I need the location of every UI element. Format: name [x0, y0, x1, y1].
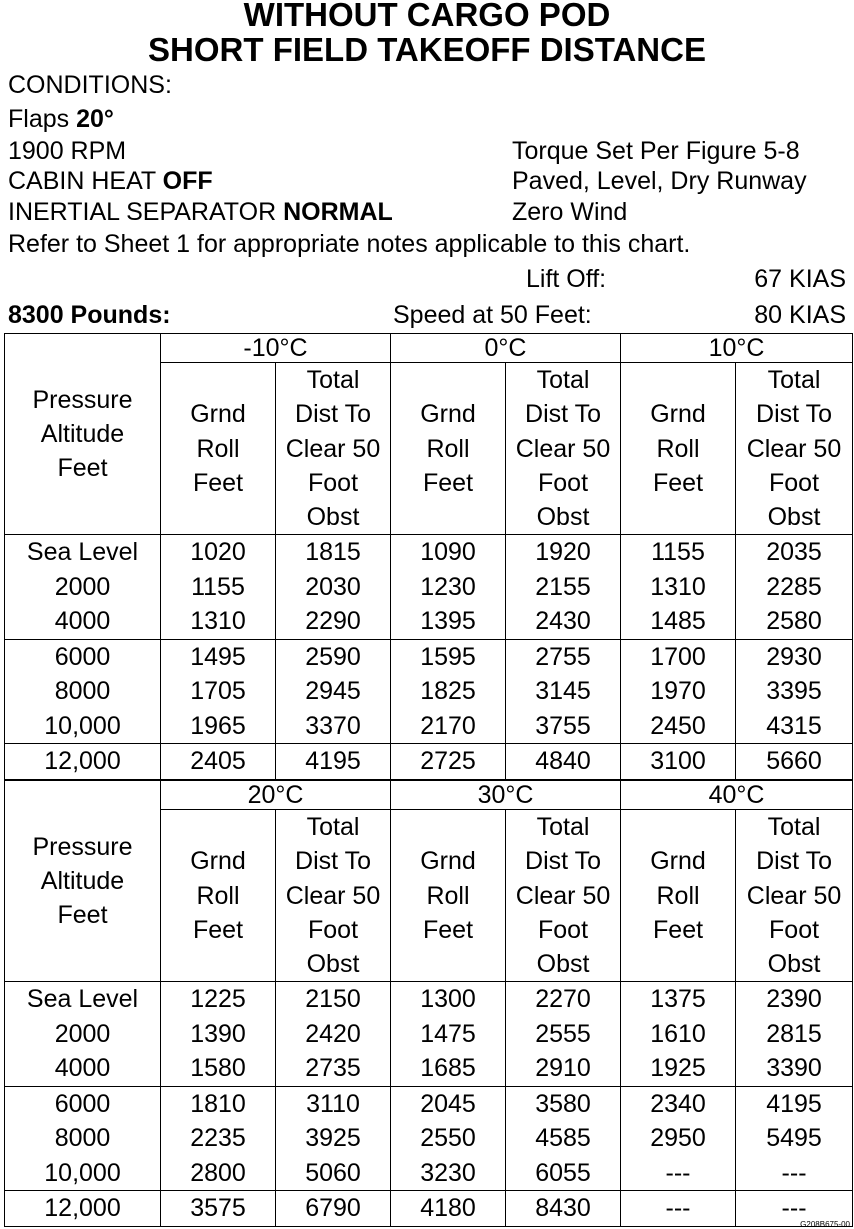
pressure-altitude-header	[5, 781, 161, 982]
distance-value: 4315	[766, 711, 822, 740]
header-text: Obst	[767, 950, 821, 979]
ground-roll-cell	[161, 982, 276, 1087]
distance-value: 3395	[766, 677, 822, 706]
total-distance-cell	[506, 1086, 621, 1191]
distance-value: 2270	[535, 985, 591, 1014]
total-distance-cell	[506, 1191, 621, 1227]
distance-value: 1970	[650, 677, 706, 706]
total-distance-cell	[736, 1086, 853, 1191]
header-text: Feet	[653, 915, 704, 944]
distance-value: 3370	[305, 711, 361, 740]
distance-value: 2405	[190, 747, 246, 776]
temperature-header: 20°C	[161, 781, 391, 810]
distance-value: 1310	[190, 607, 246, 636]
header-text: Total	[536, 813, 590, 841]
distance-value: 1810	[190, 1089, 246, 1118]
total-distance-cell	[506, 639, 621, 744]
header-text: Foot	[307, 468, 359, 497]
distance-value: 1685	[420, 1054, 476, 1083]
total-distance-header	[506, 363, 621, 535]
header-text: Foot	[537, 468, 589, 497]
total-distance-cell	[736, 639, 853, 744]
header-text: Total	[767, 366, 821, 394]
temperature-header: 30°C	[391, 781, 621, 810]
distance-value: 2170	[420, 711, 476, 740]
header-text: Foot	[769, 915, 820, 944]
header-text: Dist To	[295, 400, 371, 429]
header-text: Feet	[422, 468, 474, 497]
distance-value: ---	[781, 1158, 807, 1187]
ground-roll-header	[161, 810, 276, 982]
separator-label: INERTIAL SEPARATOR	[8, 198, 284, 226]
ground-roll-header	[621, 363, 736, 535]
distance-value: 1395	[420, 607, 476, 636]
distance-value: 1310	[650, 572, 706, 601]
header-text: Roll	[426, 434, 470, 463]
cabin-heat-condition	[8, 166, 213, 196]
header-text: Total	[767, 813, 821, 841]
distance-value: 1155	[651, 538, 705, 567]
distance-value: 5060	[305, 1158, 361, 1187]
header-text: Obst	[306, 950, 360, 979]
distance-value: 1020	[190, 538, 246, 567]
distance-value: 2735	[305, 1054, 361, 1083]
ground-roll-cell	[161, 639, 276, 744]
header-text: Clear 50	[515, 881, 611, 910]
distance-value: 2420	[305, 1019, 361, 1048]
distance-value: 8430	[535, 1194, 591, 1223]
distance-value: 2285	[766, 572, 822, 601]
distance-value: 1390	[190, 1019, 246, 1048]
ground-roll-cell	[161, 1191, 276, 1227]
header-text: Clear 50	[746, 434, 842, 463]
distance-value: 1610	[650, 1019, 706, 1048]
header-text: Obst	[536, 503, 590, 532]
distance-value: 3580	[535, 1089, 591, 1118]
distance-value: 3755	[535, 711, 591, 740]
distance-value: ---	[665, 1194, 691, 1223]
distance-value: 1700	[650, 642, 706, 671]
cabin-heat-value: OFF	[162, 167, 213, 195]
total-distance-cell	[506, 982, 621, 1087]
distance-value: 2950	[650, 1124, 706, 1153]
total-distance-header	[276, 363, 391, 535]
total-distance-cell	[276, 1086, 391, 1191]
runway-condition: Paved, Level, Dry Runway	[512, 167, 807, 195]
distance-value: 1580	[190, 1054, 246, 1083]
distance-value: 1300	[420, 985, 476, 1014]
ground-roll-cell	[621, 744, 736, 780]
distance-value: 4195	[766, 1089, 822, 1118]
distance-value: 1965	[190, 711, 246, 740]
distance-value: 2045	[420, 1089, 476, 1118]
ground-roll-header	[621, 810, 736, 982]
header-text: Roll	[656, 881, 700, 910]
total-distance-cell	[506, 535, 621, 640]
distance-value: 6055	[535, 1158, 591, 1187]
chart-title-line2: SHORT FIELD TAKEOFF DISTANCE	[148, 31, 706, 68]
sheet-note: Refer to Sheet 1 for appropriate notes applicable to this chart.	[8, 230, 691, 258]
liftoff-value: 67 KIAS	[754, 265, 846, 293]
weight-label: 8300 Pounds:	[8, 301, 171, 329]
distance-value: 1375	[650, 985, 706, 1014]
distance-value: 2590	[305, 642, 361, 671]
chart-title-line1: WITHOUT CARGO POD	[243, 0, 611, 33]
header-text: Dist To	[525, 847, 601, 876]
total-distance-header	[276, 810, 391, 982]
distance-value: ---	[665, 1158, 691, 1187]
header-text: Roll	[656, 434, 700, 463]
flaps-value: 20°	[76, 105, 114, 133]
altitude-value: 2000	[54, 572, 111, 601]
distance-value: 2235	[190, 1124, 246, 1153]
distance-value: 3390	[766, 1054, 822, 1083]
distance-value: 1595	[420, 642, 476, 671]
altitude-value: 4000	[54, 1054, 111, 1083]
header-text: Grnd	[420, 400, 476, 429]
total-distance-cell	[736, 744, 853, 780]
altitude-value: Sea Level	[26, 985, 139, 1014]
altitude-value: 12,000	[44, 747, 121, 776]
distance-value: 3145	[535, 677, 591, 706]
temperature-header: -10°C	[161, 334, 391, 363]
separator-condition	[8, 197, 393, 227]
speed50-label: Speed at 50 Feet:	[393, 301, 592, 329]
header-text: Dist To	[295, 847, 371, 876]
header-text: Obst	[536, 950, 590, 979]
distance-value: 2930	[766, 642, 822, 671]
ground-roll-cell	[391, 639, 506, 744]
wind-condition: Zero Wind	[512, 198, 628, 226]
ground-roll-cell	[621, 535, 736, 640]
distance-value: 3230	[420, 1158, 476, 1187]
distance-value: 2290	[305, 607, 361, 636]
distance-value: 1155	[191, 572, 245, 601]
header-text: Clear 50	[746, 881, 842, 910]
ground-roll-cell	[621, 982, 736, 1087]
speed50-value: 80 KIAS	[754, 301, 846, 329]
distance-value: 1920	[535, 538, 591, 567]
separator-value: NORMAL	[283, 198, 393, 226]
altitude-cell	[5, 1086, 161, 1191]
temperature-header: 0°C	[391, 334, 621, 363]
distance-value: 6790	[305, 1194, 361, 1223]
header-text: Pressure	[32, 385, 133, 414]
distance-value: 3100	[650, 747, 706, 776]
distance-value: 2150	[305, 985, 361, 1014]
distance-value: 4585	[535, 1124, 591, 1153]
distance-value: 2555	[535, 1019, 591, 1048]
total-distance-cell	[276, 535, 391, 640]
flaps-label: Flaps	[8, 105, 77, 133]
altitude-cell	[5, 982, 161, 1087]
altitude-value: 2000	[54, 1019, 111, 1048]
distance-value: 4840	[535, 747, 591, 776]
temperature-header: 10°C	[621, 334, 853, 363]
ground-roll-cell	[391, 744, 506, 780]
total-distance-cell	[276, 744, 391, 780]
header-text: Roll	[426, 881, 470, 910]
torque-condition: Torque Set Per Figure 5-8	[512, 137, 800, 165]
ground-roll-cell	[391, 1191, 506, 1227]
rpm-condition: 1900 RPM	[8, 137, 127, 165]
distance-value: 2390	[766, 985, 822, 1014]
header-text: Grnd	[420, 847, 476, 876]
distance-value: 1925	[650, 1054, 706, 1083]
flaps-condition	[8, 104, 114, 134]
header-text: Dist To	[756, 400, 832, 429]
total-distance-header	[736, 363, 853, 535]
ground-roll-header	[391, 810, 506, 982]
distance-value: 5495	[766, 1124, 822, 1153]
altitude-cell	[5, 744, 161, 780]
header-text: Feet	[192, 468, 244, 497]
distance-value: 2155	[535, 572, 591, 601]
distance-value: 2800	[190, 1158, 246, 1187]
altitude-value: 10,000	[44, 711, 121, 740]
header-text: Total	[306, 813, 360, 841]
cabin-heat-label: CABIN HEAT	[8, 167, 163, 195]
total-distance-cell	[736, 982, 853, 1087]
distance-value: 2450	[650, 711, 706, 740]
performance-table	[4, 780, 853, 1227]
distance-value: 2035	[766, 538, 822, 567]
ground-roll-header	[391, 363, 506, 535]
altitude-row-group	[5, 639, 853, 744]
conditions-label: CONDITIONS:	[8, 71, 172, 99]
pressure-altitude-header	[5, 334, 161, 535]
total-distance-cell	[736, 535, 853, 640]
distance-value: 1230	[420, 572, 476, 601]
header-text: Foot	[768, 468, 820, 497]
altitude-value: 6000	[54, 1089, 111, 1118]
distance-value: 1815	[305, 538, 361, 567]
altitude-value: 8000	[54, 677, 111, 706]
distance-value: 3575	[190, 1194, 246, 1223]
header-text: Clear 50	[515, 434, 611, 463]
temperature-header: 40°C	[621, 781, 853, 810]
header-text: Grnd	[650, 400, 706, 429]
distance-value: 4195	[305, 747, 361, 776]
header-text: Roll	[196, 434, 240, 463]
altitude-cell	[5, 639, 161, 744]
total-distance-cell	[276, 982, 391, 1087]
header-text: Clear 50	[285, 881, 381, 910]
ground-roll-cell	[391, 535, 506, 640]
altitude-row-group	[5, 535, 853, 640]
distance-value: 2945	[305, 677, 361, 706]
total-distance-header	[736, 810, 853, 982]
ground-roll-cell	[621, 639, 736, 744]
altitude-value: 8000	[54, 1124, 111, 1153]
distance-value: 3110	[306, 1089, 360, 1118]
distance-value: 2910	[535, 1054, 591, 1083]
ground-roll-cell	[621, 1086, 736, 1191]
header-text: Grnd	[650, 847, 706, 876]
header-text: Dist To	[525, 400, 601, 429]
altitude-cell	[5, 1191, 161, 1227]
header-text: Roll	[196, 881, 240, 910]
total-distance-cell	[276, 1191, 391, 1227]
ground-roll-cell	[161, 1086, 276, 1191]
distance-value: 1495	[190, 642, 246, 671]
altitude-value: 12,000	[44, 1194, 121, 1223]
altitude-row-group	[5, 1086, 853, 1191]
header-text: Grnd	[190, 400, 246, 429]
liftoff-label: Lift Off:	[526, 265, 607, 293]
header-text: Obst	[767, 503, 821, 532]
header-text: Feet	[57, 454, 108, 483]
altitude-cell	[5, 535, 161, 640]
header-text: Dist To	[756, 847, 833, 876]
header-text: Altitude	[40, 420, 125, 449]
distance-value: 1225	[190, 985, 246, 1014]
header-text: Feet	[652, 468, 704, 497]
header-text: Foot	[538, 915, 589, 944]
distance-value: 5660	[766, 747, 822, 776]
altitude-value: 10,000	[44, 1158, 121, 1187]
distance-value: 4180	[420, 1194, 476, 1223]
distance-value: 2580	[766, 607, 822, 636]
distance-value: 2815	[766, 1019, 822, 1048]
header-text: Altitude	[40, 867, 125, 896]
header-text: Grnd	[190, 847, 246, 876]
distance-value: 3925	[305, 1124, 361, 1153]
distance-value: 2430	[535, 607, 591, 636]
distance-value: ---	[781, 1194, 807, 1223]
header-text: Feet	[57, 901, 108, 930]
total-distance-cell	[506, 744, 621, 780]
distance-value: 2550	[420, 1124, 476, 1153]
header-text: Foot	[307, 915, 359, 944]
distance-value: 1475	[420, 1019, 476, 1048]
altitude-row-group	[5, 1191, 853, 1227]
ground-roll-cell	[391, 1086, 506, 1191]
header-text: Obst	[306, 503, 360, 532]
header-text: Feet	[423, 915, 474, 944]
distance-value: 2340	[650, 1089, 706, 1118]
total-distance-cell	[276, 639, 391, 744]
distance-value: 2725	[420, 747, 476, 776]
distance-value: 1485	[650, 607, 706, 636]
total-distance-header	[506, 810, 621, 982]
ground-roll-cell	[161, 744, 276, 780]
ground-roll-cell	[391, 982, 506, 1087]
distance-value: 1825	[420, 677, 476, 706]
altitude-value: Sea Level	[26, 538, 139, 567]
header-text: Total	[536, 366, 590, 394]
header-text: Total	[306, 366, 360, 394]
altitude-value: 6000	[54, 642, 111, 671]
distance-value: 1705	[190, 677, 246, 706]
ground-roll-header	[161, 363, 276, 535]
ground-roll-cell	[621, 1191, 736, 1227]
header-text: Feet	[192, 915, 244, 944]
altitude-row-group	[5, 744, 853, 780]
header-text: Pressure	[32, 832, 133, 861]
distance-value: 2755	[535, 642, 591, 671]
altitude-value: 4000	[54, 607, 111, 636]
header-text: Clear 50	[285, 434, 381, 463]
distance-value: 2030	[305, 572, 361, 601]
altitude-row-group	[5, 982, 853, 1087]
performance-table	[4, 333, 853, 780]
figure-code: G208B675-00	[800, 1220, 850, 1229]
distance-value: 1090	[420, 538, 476, 567]
ground-roll-cell	[161, 535, 276, 640]
